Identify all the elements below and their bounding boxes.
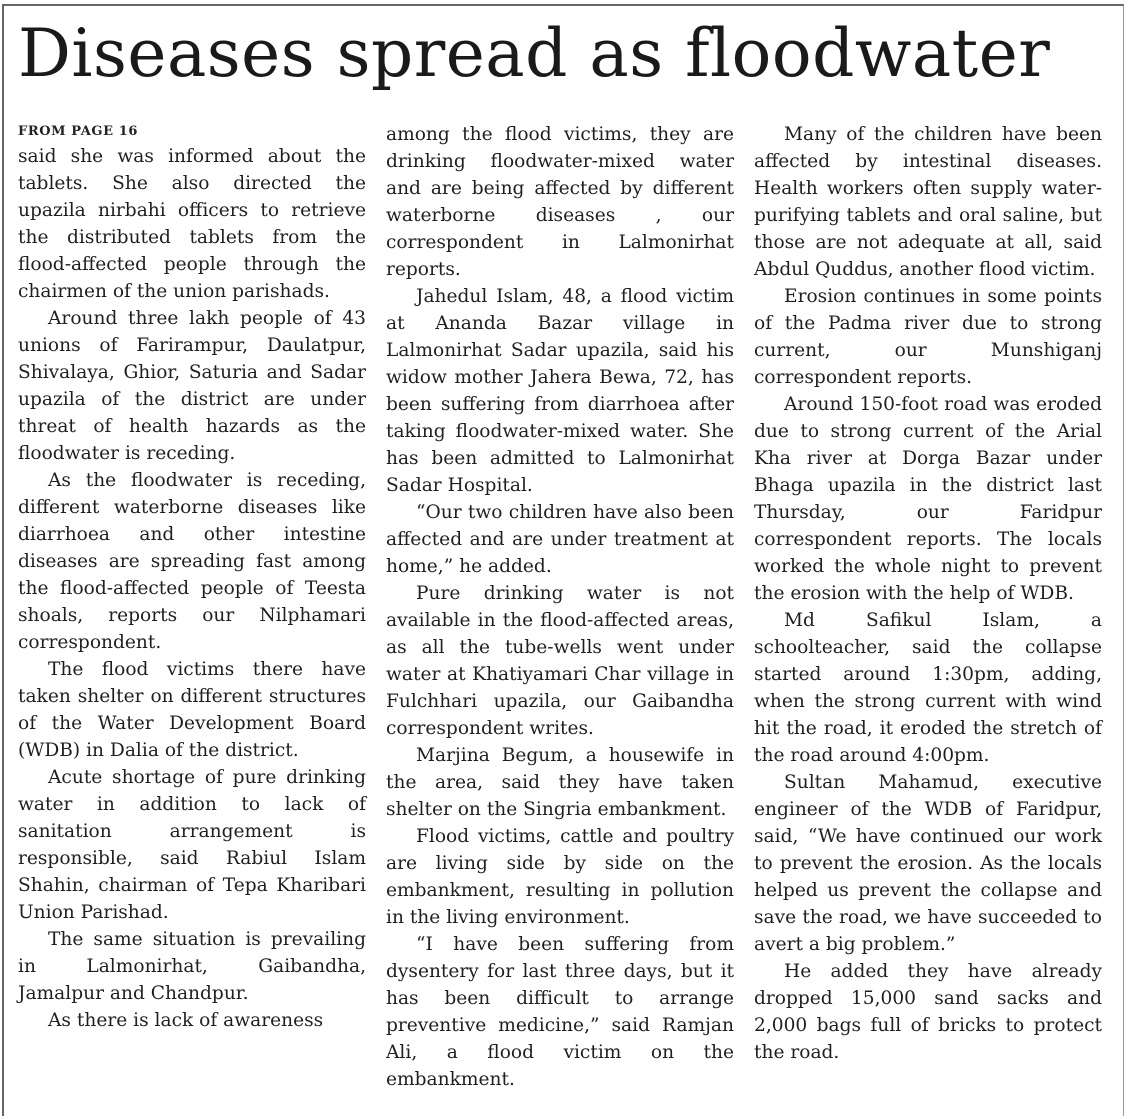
paragraph: Pure drinking water is not available in the flood-affected areas, as all the tube-wells went under water at Khatiyamari Char village in Fulchhari upazila, our Gaibandha correspondent writes. [386,583,734,739]
paragraph: said she was informed about the tablets. She also directed the upazila nirbahi officers to retrieve the distributed tablets from the flood-affected people through the chairmen of the union parishads. [18,146,366,302]
paragraph: “Our two children have also been affected and are under treatment at home,” he added. [386,502,734,577]
paragraph: Flood victims, cattle and poultry are living side by side on the embankment, resulting in pollution in the living environment. [386,826,734,928]
column-3 [754,121,1102,1093]
paragraph: among the flood victims, they are drinking floodwater-mixed water and are being affected by different waterborne diseases , our correspondent in Lalmonirhat reports. [386,124,734,280]
paragraph: As there is lack of awareness [48,1010,324,1031]
paragraph: Acute shortage of pure drinking water in addition to lack of sanitation arrangement is responsible, said Rabiul Islam Shahin, chairman of Tepa Kharibari Union Parishad. [18,767,366,923]
column-2 [386,121,734,1093]
column-1 [18,121,366,1093]
paragraph: Marjina Begum, a housewife in the area, said they have taken shelter on the Singria embankment. [386,745,734,820]
paragraph: Many of the children have been affected by intestinal diseases. Health workers often supply water-purifying tablets and oral saline, but those are not adequate at all, said Abdul Quddus, another flood victim. [754,124,1102,280]
paragraph: Around 150-foot road was eroded due to strong current of the Arial Kha river at Dorga Bazar under Bhaga upazila in the district last Thursday, our Faridpur correspondent reports. The locals worked the whole night to prevent the erosion with the help of WDB. [754,394,1102,604]
paragraph: The flood victims there have taken shelter on different structures of the Water Development Board (WDB) in Dalia of the district. [18,659,366,761]
paragraph: Around three lakh people of 43 unions of Farirampur, Daulatpur, Shivalaya, Ghior, Saturia and Sadar upazila of the district are under threat of health hazards as the floodwater is receding. [18,308,366,464]
paragraph: As the floodwater is receding, different waterborne diseases like diarrhoea and other intestine diseases are spreading fast among the flood-affected people of Teesta shoals, reports our Nilphamari correspondent. [18,470,366,653]
paragraph: Md Safikul Islam, a schoolteacher, said the collapse started around 1:30pm, adding, when the strong current with wind hit the road, it eroded the stretch of the road around 4:00pm. [754,610,1102,766]
paragraph: Sultan Mahamud, executive engineer of the WDB of Faridpur, said, “We have continued our work to prevent the erosion. As the locals helped us prevent the collapse and save the road, we have succeeded to avert a big problem.” [754,772,1102,955]
paragraph: Erosion continues in some points of the Padma river due to strong current, our Munshiganj correspondent reports. [754,286,1102,388]
continued-from-label: FROM PAGE 16 [18,124,139,139]
headline: Diseases spread as floodwater [18,15,1051,92]
paragraph: “I have been suffering from dysentery for last three days, but it has been difficult to arrange preventive medicine,” said Ramjan Ali, a flood victim on the embankment. [386,934,734,1090]
paragraph: The same situation is prevailing in Lalmonirhat, Gaibandha, Jamalpur and Chandpur. [18,929,366,1004]
paragraph: He added they have already dropped 15,000 sand sacks and 2,000 bags full of bricks to protect the road. [754,961,1102,1063]
article-body [18,121,1102,1093]
paragraph: Jahedul Islam, 48, a flood victim at Ananda Bazar village in Lalmonirhat Sadar upazila, said his widow mother Jahera Bewa, 72, has been suffering from diarrhoea after taking floodwater-mixed water. She has been admitted to Lalmonirhat Sadar Hospital. [386,286,734,496]
